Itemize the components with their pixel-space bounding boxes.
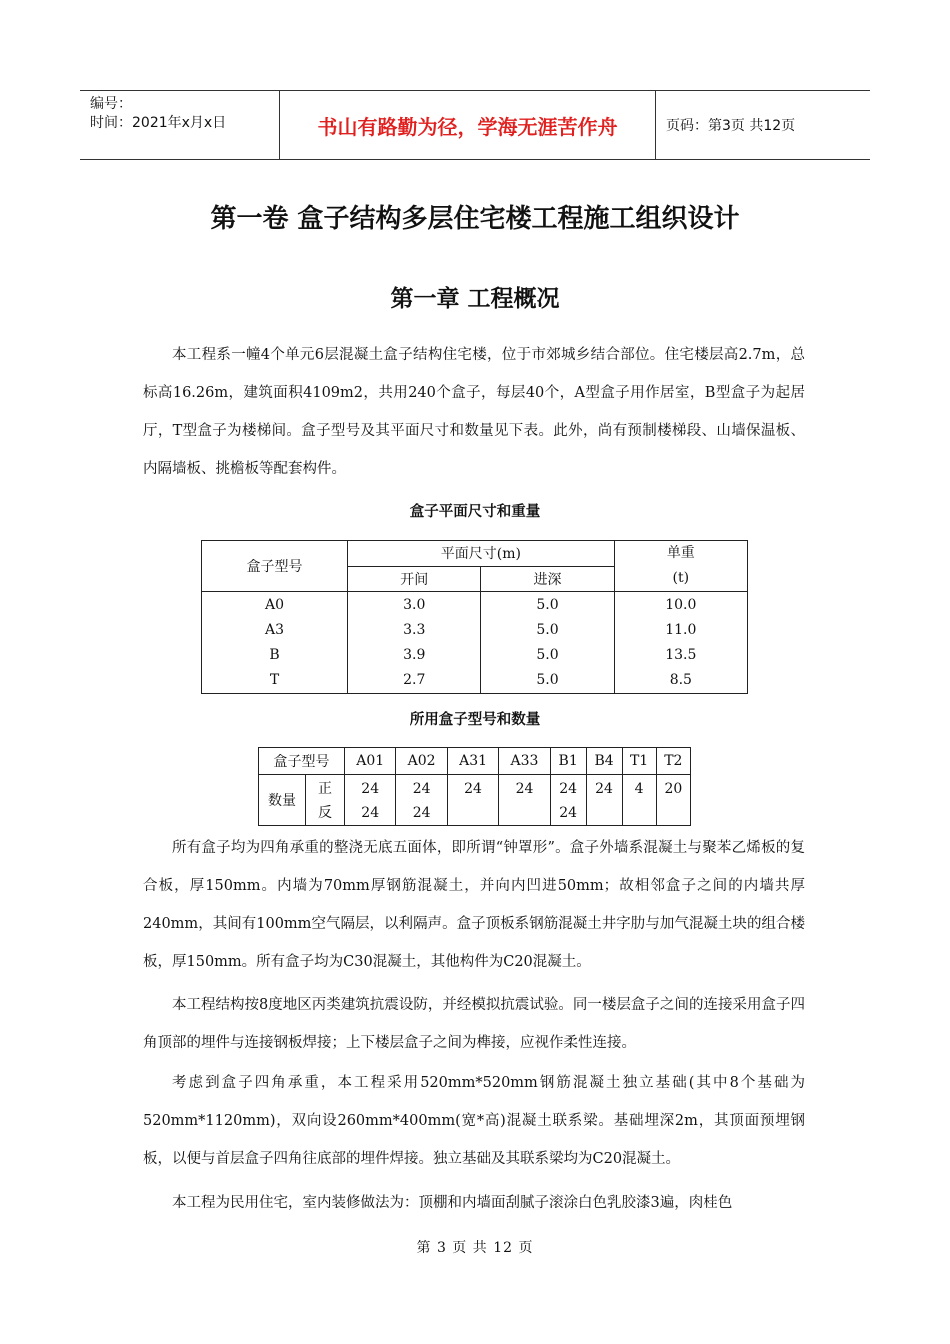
box-dimensions-table [201,540,748,694]
t2-type: B1 [550,748,586,775]
t1-models: A0 A3 B T [202,592,348,694]
t1-header-depth: 进深 [481,566,614,592]
t2-type: T2 [656,748,690,775]
volume-title: 第一卷 盒子结构多层住宅楼工程施工组织设计 [210,204,740,234]
t2-side: 正 反 [306,775,345,826]
paragraph-1: 本工程系一幢4个单元6层混凝土盒子结构住宅楼，位于市郊城乡结合部位。住宅楼层高2.7m，总标高16.26m，建筑面积4109m2，共用240个盒子，每层40个，A型盒子用作居室，B型盒子为起居厅，T型盒子为楼梯间。盒子型号及其平面尺寸和数量见下表。此外，尚有预制楼梯段、山墙保温板、内隔墙板、挑檐板等配套构件。 [143,347,805,477]
page-header [80,90,870,160]
t2-type: B4 [586,748,622,775]
header-meta [80,91,280,159]
t2-type: A31 [447,748,498,775]
t2-count: 20 [656,775,690,826]
t2-count: 24 24 [396,775,447,826]
t2-type: A01 [345,748,396,775]
t2-header-qty: 数量 [259,775,306,826]
table1-caption: 盒子平面尺寸和重量 [409,504,541,520]
t1-header-weight-label: 单重 [666,545,695,561]
t1-header-model: 盒子型号 [202,541,348,592]
t2-count: 24 [499,775,550,826]
paragraph-4: 考虑到盒子四角承重，本工程采用520mm*520mm钢筋混凝土独立基础(其中8个基础为520mm*1120mm)，双向设260mm*400mm(宽*高)混凝土联系梁。基础埋深2m，其顶面预埋钢板，以便与首层盒子四角往底部的埋件焊接。独立基础及其联系梁均为C20混凝土。 [143,1075,805,1167]
t2-count: 24 [586,775,622,826]
t1-weights: 10.0 11.0 13.5 8.5 [614,592,747,694]
t2-type: T1 [622,748,656,775]
t2-type: A33 [499,748,550,775]
header-number: 编号： [90,96,132,112]
page-footer: 第 3 页 共 12 页 [416,1240,534,1256]
t1-header-weight-unit: (t) [672,570,690,586]
t1-header-width: 开间 [348,566,481,592]
table2-caption: 所用盒子型号和数量 [409,712,541,728]
t1-widths: 3.0 3.3 3.9 2.7 [348,592,481,694]
t1-header-plan: 平面尺寸(m) [348,541,615,567]
paragraph-3: 本工程结构按8度地区丙类建筑抗震设防，并经模拟抗震试验。同一楼层盒子之间的连接采用盒子四角顶部的埋件与连接钢板焊接；上下楼层盒子之间为榫接，应视作柔性连接。 [143,997,805,1051]
paragraph-5: 本工程为民用住宅，室内装修做法为：顶棚和内墙面刮腻子滚涂白色乳胶漆3遍，肉桂色 [172,1195,733,1211]
t2-count: 4 [622,775,656,826]
t2-count: 24 24 [550,775,586,826]
t2-count: 24 24 [345,775,396,826]
header-time: 时间：2021年x月x日 [90,115,227,131]
t1-header-weight [614,541,747,592]
box-quantity-table [258,747,691,826]
t2-header-model: 盒子型号 [259,748,345,775]
header-page-info: 页码：第3页 共12页 [666,118,796,134]
t2-type: A02 [396,748,447,775]
header-motto: 书山有路勤为径，学海无涯苦作舟 [280,91,656,159]
chapter-title: 第一章 工程概况 [390,286,560,312]
paragraph-2: 所有盒子均为四角承重的整浇无底五面体，即所谓“钟罩形”。盒子外墙系混凝土与聚苯乙烯板的复合板，厚150mm。内墙为70mm厚钢筋混凝土，并向内凹进50mm；故相邻盒子之间的内墙共厚240mm，其间有100mm空气隔层，以利隔声。盒子顶板系钢筋混凝土井字肋与加气混凝土块的组合楼板，厚150mm。所有盒子均为C30混凝土，其他构件为C20混凝土。 [143,840,805,970]
t1-depths: 5.0 5.0 5.0 5.0 [481,592,614,694]
t2-count: 24 [447,775,498,826]
